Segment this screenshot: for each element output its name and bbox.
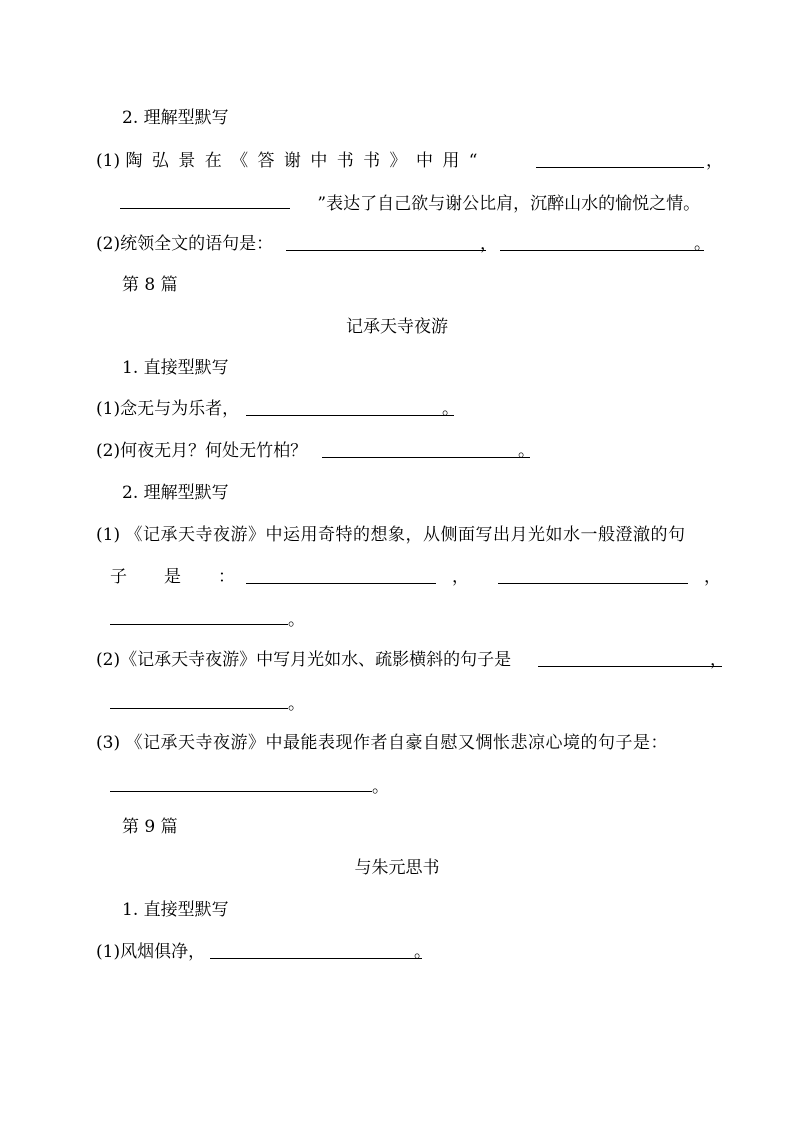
chapter-label <box>122 273 794 297</box>
question-number: (1) <box>96 399 121 419</box>
section-heading <box>122 356 794 380</box>
answer-blank[interactable] <box>246 565 436 584</box>
answer-blank[interactable] <box>120 190 290 209</box>
question-8-1-1 <box>96 397 736 421</box>
answer-blank[interactable] <box>500 232 704 251</box>
answer-blank[interactable] <box>538 648 722 667</box>
punct: ， <box>706 151 723 171</box>
punct: 。 <box>288 694 305 714</box>
section-heading <box>122 106 794 130</box>
chapter-title <box>0 856 794 880</box>
question-8-2-2 <box>96 648 736 672</box>
question-text: 何夜无月？何处无竹柏？ <box>120 441 308 461</box>
question-8-1-2 <box>96 439 736 463</box>
question-text: 念无与为乐者， <box>120 399 240 419</box>
question-text: 《记承天寺夜游》中最能表现作者自豪自慰又惆怅悲凉心境的句子是： <box>125 733 668 753</box>
question-number: (1) <box>96 525 121 545</box>
punct: ， <box>452 567 469 587</box>
punct: 。 <box>442 399 459 419</box>
question-number: (1) <box>96 151 121 171</box>
question-text: 统领全文的语句是： <box>120 234 274 254</box>
question-8-2-2-end <box>110 690 750 716</box>
heading-text: 1. 直接型默写 <box>122 358 229 378</box>
answer-blank[interactable] <box>322 439 530 458</box>
chapter-label-text: 第 8 篇 <box>122 275 178 295</box>
question-number: (2) <box>96 650 121 670</box>
punct: 。 <box>518 441 535 461</box>
chapter-title-text: 与朱元思书 <box>354 858 440 878</box>
heading-text: 2. 理解型默写 <box>122 483 229 503</box>
question-7-2-2 <box>96 232 736 256</box>
section-heading <box>122 898 794 922</box>
punct: 。 <box>414 942 431 962</box>
question-text: 《记承天寺夜游》中运用奇特的想象，从侧面写出月光如水一般澄澈的句 <box>125 525 686 545</box>
heading-text: 1. 直接型默写 <box>122 900 229 920</box>
question-text: 子 是 ： <box>110 567 245 587</box>
question-7-2-1 <box>96 149 736 173</box>
answer-blank[interactable] <box>498 565 688 584</box>
question-8-2-1-cont <box>110 565 750 589</box>
question-text: 陶 弘 景 在 《 答 谢 中 书 书 》 中 用 “ <box>125 151 480 171</box>
punct: 。 <box>372 777 389 797</box>
question-8-2-3 <box>96 731 736 755</box>
question-9-1-1 <box>96 940 736 964</box>
answer-blank[interactable] <box>110 606 288 625</box>
chapter-title-text: 记承天寺夜游 <box>346 317 448 337</box>
question-number: (2) <box>96 441 121 461</box>
chapter-label <box>122 815 794 839</box>
punct: ， <box>710 650 727 670</box>
question-7-2-1-cont <box>120 190 760 216</box>
heading-text: 2. 理解型默写 <box>122 108 229 128</box>
question-text: ”表达了自己欲与谢公比肩，沉醉山水的愉悦之情。 <box>317 194 701 214</box>
punct: ， <box>480 234 497 254</box>
question-text: 《记承天寺夜游》中写月光如水、疏影横斜的句子是 <box>120 650 512 670</box>
question-number: (2) <box>96 234 121 254</box>
question-number: (3) <box>96 733 121 753</box>
punct: ， <box>704 567 721 587</box>
punct: 。 <box>288 610 305 630</box>
punct: 。 <box>694 234 711 254</box>
chapter-label-text: 第 9 篇 <box>122 817 178 837</box>
answer-blank[interactable] <box>246 397 454 416</box>
answer-blank[interactable] <box>110 690 288 709</box>
chapter-title <box>0 315 794 339</box>
question-8-2-1-end <box>110 606 750 632</box>
question-number: (1) <box>96 942 121 962</box>
answer-blank[interactable] <box>110 773 372 792</box>
section-heading <box>122 481 794 505</box>
answer-blank[interactable] <box>536 149 704 168</box>
question-8-2-1 <box>96 523 736 547</box>
answer-blank[interactable] <box>210 940 422 959</box>
question-text: 风烟俱净， <box>120 942 206 962</box>
answer-blank[interactable] <box>286 232 486 251</box>
question-8-2-3-end <box>110 773 750 799</box>
